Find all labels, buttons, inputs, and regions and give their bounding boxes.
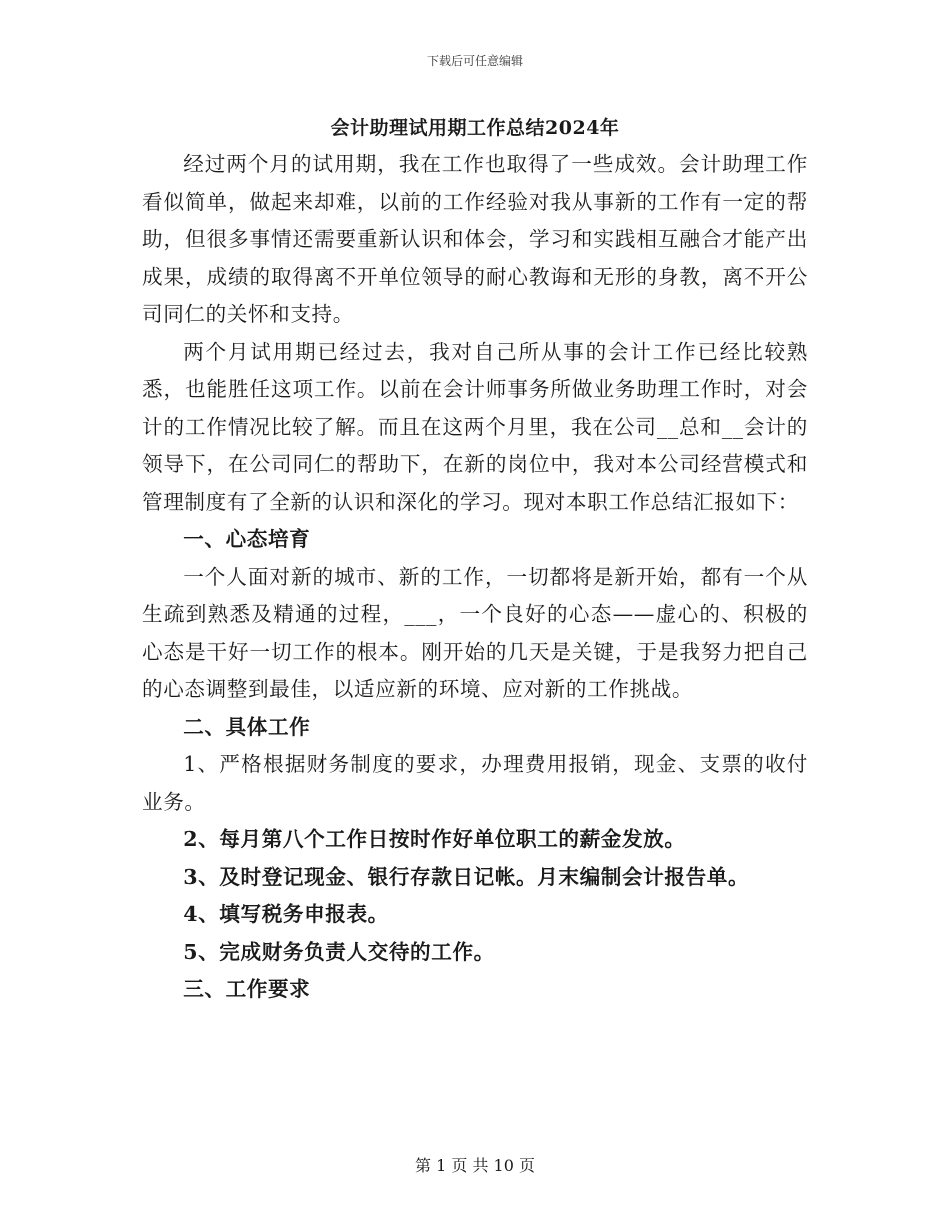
paragraph-summary: 两个月试用期已经过去，我对自己所从事的会计工作已经比较熟悉，也能胜任这项工作。以前在会计师事务所做业务助理工作时，对会计的工作情况比较了解。而且在这两个月里，我在公司__总和__会计的领导下，在公司同仁的帮助下，在新的岗位中，我对本公司经营模式和管理制度有了全新的认识和深化的学习。现对本职工作总结汇报如下： xyxy=(142,339,808,514)
list-item-5: 5、完成财务负责人交待的工作。 xyxy=(183,939,495,964)
section-heading-mindset: 一、心态培育 xyxy=(183,527,311,551)
document-body xyxy=(142,146,808,1009)
list-item-1: 1、严格根据财务制度的要求，办理费用报销，现金、支票的收付业务。 xyxy=(142,752,808,814)
list-item-3: 3、及时登记现金、银行存款日记帐。月末编制会计报告单。 xyxy=(183,864,750,889)
paragraph-intro: 经过两个月的试用期，我在工作也取得了一些成效。会计助理工作看似简单，做起来却难，以前的工作经验对我从事新的工作有一定的帮助，但很多事情还需要重新认识和体会，学习和实践相互融合才能产出成果，成绩的取得离不开单位领导的耐心教诲和无形的身教，离不开公司同仁的关怀和支持。 xyxy=(142,152,808,326)
paragraph-mindset: 一个人面对新的城市、新的工作，一切都将是新开始，都有一个从生疏到熟悉及精通的过程，___，一个良好的心态——虚心的、积极的心态是干好一切工作的根本。刚开始的几天是关键，于是我努力把自己的心态调整到最佳，以适应新的环境、应对新的工作挑战。 xyxy=(142,564,808,701)
document-title: 会计助理试用期工作总结2024年 xyxy=(330,117,620,139)
section-heading-work-requirements: 三、工作要求 xyxy=(183,977,311,1001)
page-header-note: 下载后可任意编辑 xyxy=(426,54,523,68)
list-item-4: 4、填写税务申报表。 xyxy=(183,902,389,926)
page-number-footer: 第 1 页 共 10 页 xyxy=(415,1156,535,1175)
list-item-2: 2、每月第八个工作日按时作好单位职工的薪金发放。 xyxy=(183,827,686,851)
section-heading-specific-work: 二、具体工作 xyxy=(183,714,311,739)
